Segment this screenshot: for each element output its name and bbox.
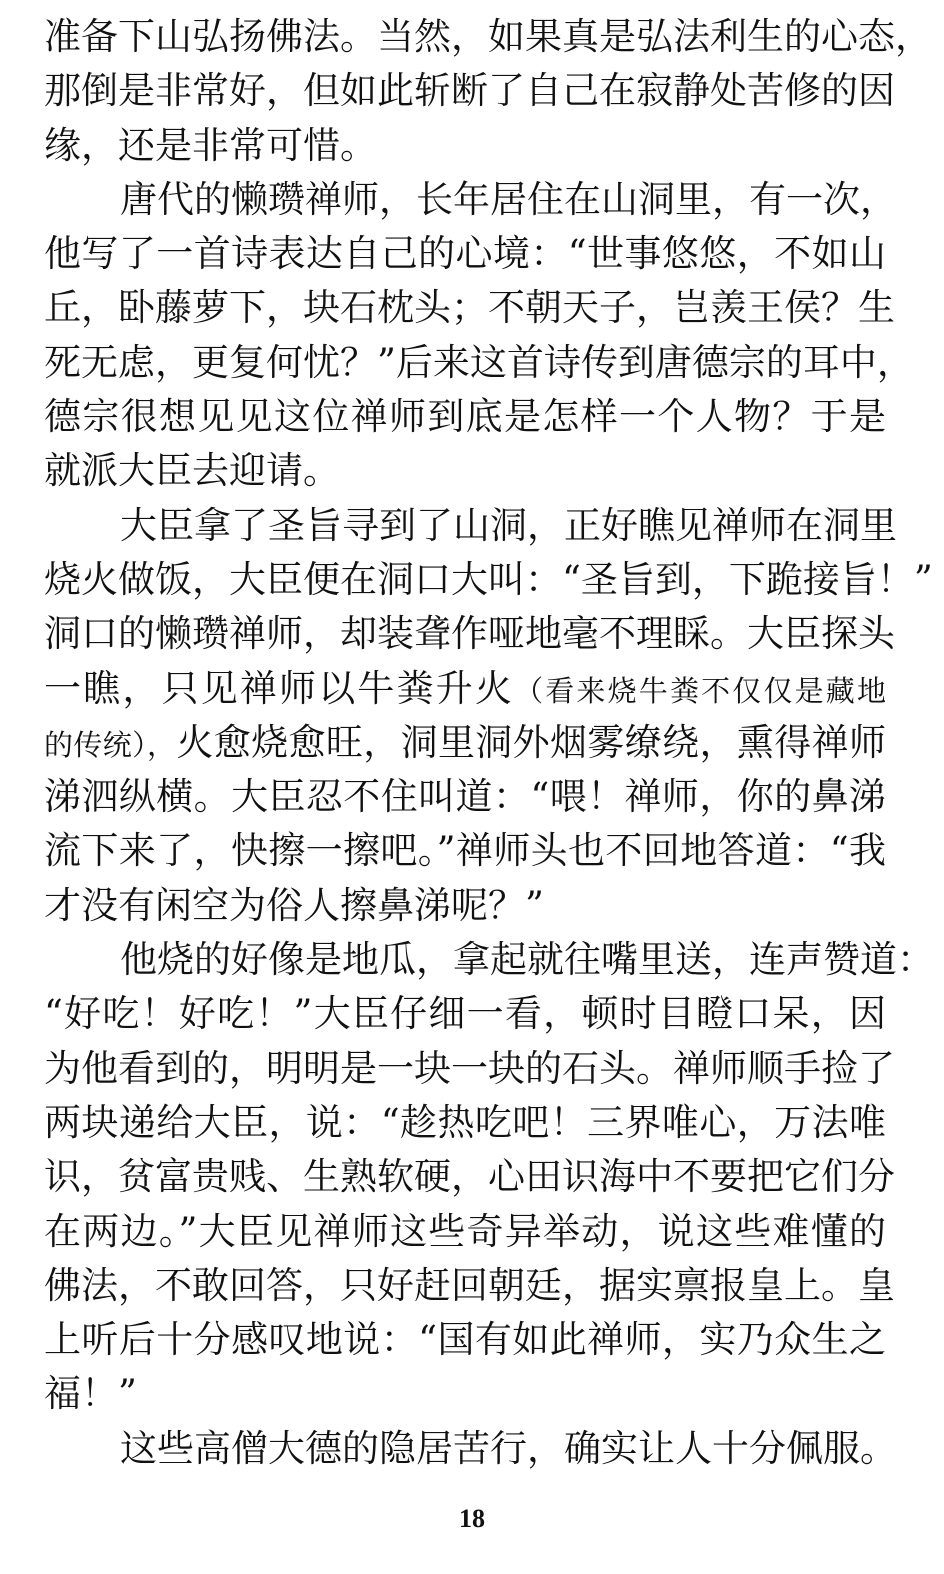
text-line — [44, 662, 886, 716]
text-line — [44, 716, 886, 770]
paragraph-first-line: 大臣拿了圣旨寻到了山洞，正好瞧见禅师在洞里 — [120, 503, 897, 547]
text-line: 在两边。”大臣见禅师这些奇异举动，说这些难懂的 — [44, 1209, 886, 1253]
text-line: 就派大臣去迎请。 — [44, 449, 340, 493]
text-line: 死无虑，更复何忧？”后来这首诗传到唐德宗的耳中， — [44, 340, 914, 384]
text-segment: 一瞧，只见禅师以牛粪升火 — [44, 666, 515, 710]
text-line: 那倒是非常好，但如此斩断了自己在寂静处苦修的因 — [44, 69, 895, 113]
text-line: “好吃！好吃！”大臣仔细一看，顿时目瞪口呆，因 — [44, 992, 886, 1036]
text-line: 才没有闲空为俗人擦鼻涕呢？” — [44, 883, 544, 927]
text-line: 流下来了，快擦一擦吧。”禅师头也不回地答道：“我 — [44, 829, 886, 873]
paragraph-first-line: 这些高僧大德的隐居苦行，确实让人十分佩服。 — [120, 1426, 897, 1470]
page-body — [44, 10, 934, 1476]
text-line: 两块递给大臣，说：“趁热吃吧！三界唯心，万法唯 — [44, 1100, 886, 1144]
paragraph-first-line: 他烧的好像是地瓜，拿起就往嘴里送，连声赞道： — [120, 938, 934, 982]
text-line: 烧火做饭，大臣便在洞口大叫：“圣旨到，下跪接旨！” — [44, 557, 933, 601]
text-line: 德宗很想见见这位禅师到底是怎样一个人物？于是 — [44, 395, 886, 439]
text-line: 涕泗纵横。大臣忍不住叫道：“喂！禅师，你的鼻涕 — [44, 775, 886, 819]
text-line: 识，贫富贵贱、生熟软硬，心田识海中不要把它们分 — [44, 1155, 895, 1199]
text-line: 缘，还是非常可惜。 — [44, 123, 377, 167]
text-line: 为他看到的，明明是一块一块的石头。禅师顺手捡了 — [44, 1046, 895, 1090]
paragraph-first-line: 唐代的懒瓒禅师，长年居住在山洞里，有一次， — [120, 177, 897, 221]
parenthetical-note: 的传统）， — [44, 727, 177, 762]
parenthetical-note: （看来烧牛粪不仅仅是藏地 — [514, 673, 886, 708]
text-line: 佛法，不敢回答，只好赶回朝廷，据实禀报皇上。皇 — [44, 1263, 895, 1307]
page-number: 18 — [459, 1504, 485, 1533]
text-segment: 火愈烧愈旺，洞里洞外烟雾缭绕，熏得禅师 — [176, 720, 886, 764]
text-line: 他写了一首诗表达自己的心境：“世事悠悠，不如山 — [44, 232, 886, 276]
text-line: 洞口的懒瓒禅师，却装聋作哑地毫不理睬。大臣探头 — [44, 612, 895, 656]
text-line: 上听后十分感叹地说：“国有如此禅师，实乃众生之 — [44, 1318, 886, 1362]
text-line: 福！” — [44, 1372, 137, 1416]
text-line: 准备下山弘扬佛法。当然，如果真是弘法利生的心态， — [44, 15, 932, 58]
text-line: 丘，卧藤萝下，块石枕头；不朝天子，岂羡王侯？生 — [44, 286, 895, 330]
